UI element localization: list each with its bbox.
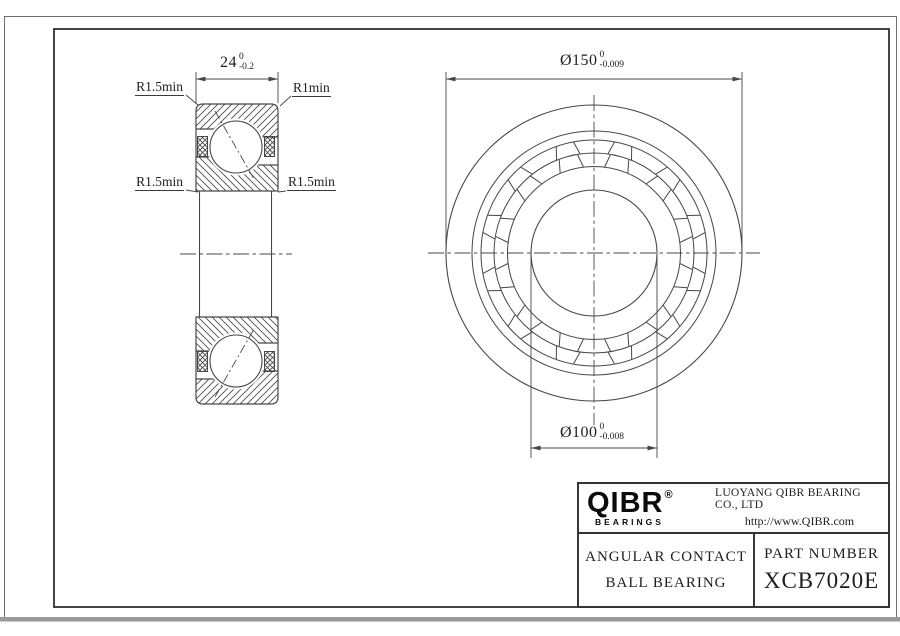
company-info: [715, 487, 888, 529]
title-block-detail-row: [579, 534, 888, 606]
title-block: [577, 482, 890, 608]
dimension-width: [220, 53, 254, 73]
radius-label-mid-right: R1.5min: [288, 174, 335, 189]
cage-window-line: [483, 267, 495, 274]
dimension-outer-diameter: [560, 51, 624, 71]
radius-label-top-left: R1.5min: [136, 79, 183, 94]
cage-window-line: [628, 160, 629, 174]
part-number-value: XCB7020E: [763, 568, 880, 593]
product-line2: BALL BEARING: [605, 574, 727, 591]
cage-window-line: [559, 333, 560, 347]
cage-window-line: [663, 190, 671, 201]
cage-window-line: [608, 352, 615, 364]
company-name: LUOYANG QIBR BEARING CO., LTD: [715, 487, 861, 511]
part-number-cell: [755, 534, 888, 606]
cage-section: [198, 137, 208, 157]
part-number-label: PART NUMBER: [764, 546, 879, 562]
radius-label-top-right: R1min: [293, 80, 330, 95]
cage-window-line: [496, 237, 508, 243]
cage-window-line: [656, 167, 668, 174]
product-description: [579, 534, 755, 606]
front-view: [428, 72, 760, 458]
cage-window-line: [673, 180, 680, 192]
dimension-od-value: Ø150: [559, 51, 598, 69]
arrowhead: [446, 77, 456, 82]
arrowhead: [733, 77, 743, 82]
cage-window-line: [521, 167, 533, 174]
logo-wordmark: [587, 486, 674, 519]
cage-window-line: [517, 305, 525, 316]
dimension-od-tolerance: 0 -0.009: [599, 50, 625, 70]
cage-window-line: [646, 322, 657, 330]
cross-section-view: [180, 72, 292, 404]
leader-line: [280, 96, 291, 106]
logo-subtext: BEARINGS: [595, 516, 664, 527]
cage-window-line: [674, 287, 688, 288]
leader-line: [278, 191, 286, 192]
cage-window-line: [573, 142, 580, 154]
cage-window-line: [501, 218, 515, 219]
cage-window-line: [531, 176, 542, 184]
cage-window-line: [508, 180, 515, 192]
dimension-bore-diameter: [560, 423, 624, 443]
arrowhead: [648, 446, 658, 451]
cage-window-line: [501, 287, 515, 288]
company-logo: [579, 486, 715, 527]
cage-window-line: [496, 264, 508, 270]
cage-window-line: [693, 232, 705, 239]
cage-window-line: [674, 218, 688, 219]
cage-window-line: [578, 339, 584, 351]
cage-window-line: [531, 322, 542, 330]
radius-label-mid-left: R1.5min: [136, 174, 183, 189]
cage-window-line: [663, 305, 671, 316]
cage-window-line: [693, 267, 705, 274]
dimension-bore-value: Ø100: [559, 423, 598, 441]
company-website: http://www.QIBR.com: [744, 514, 855, 528]
cage-window-line: [517, 190, 525, 201]
cage-window-line: [605, 339, 611, 351]
arrowhead: [531, 446, 541, 451]
registered-mark: ®: [664, 488, 674, 501]
cage-window-line: [608, 142, 615, 154]
cage-window-line: [628, 333, 629, 347]
cage-window-line: [680, 237, 692, 243]
cage-window-line: [559, 160, 560, 174]
bottom-edge-bar: [0, 617, 900, 622]
logo-text: QIBR: [587, 486, 664, 519]
cage-window-line: [508, 315, 515, 327]
arrowhead: [196, 77, 206, 82]
cage-window-line: [680, 264, 692, 270]
cage-section: [198, 352, 208, 372]
cage-window-line: [483, 232, 495, 239]
arrowhead: [269, 77, 279, 82]
dimension-width-value: 24: [219, 53, 237, 71]
cage-window-line: [646, 176, 657, 184]
cage-window-line: [578, 155, 584, 167]
cage-window-line: [573, 352, 580, 364]
cage-section: [265, 352, 275, 372]
cage-section: [265, 137, 275, 157]
product-line1: ANGULAR CONTACT: [585, 548, 747, 565]
dimension-width-tolerance: 0 -0.2: [238, 52, 255, 72]
cage-window-line: [605, 155, 611, 167]
dimension-bore-tolerance: 0 -0.008: [599, 422, 625, 442]
title-block-header-row: [579, 484, 888, 534]
cage-window-line: [673, 315, 680, 327]
